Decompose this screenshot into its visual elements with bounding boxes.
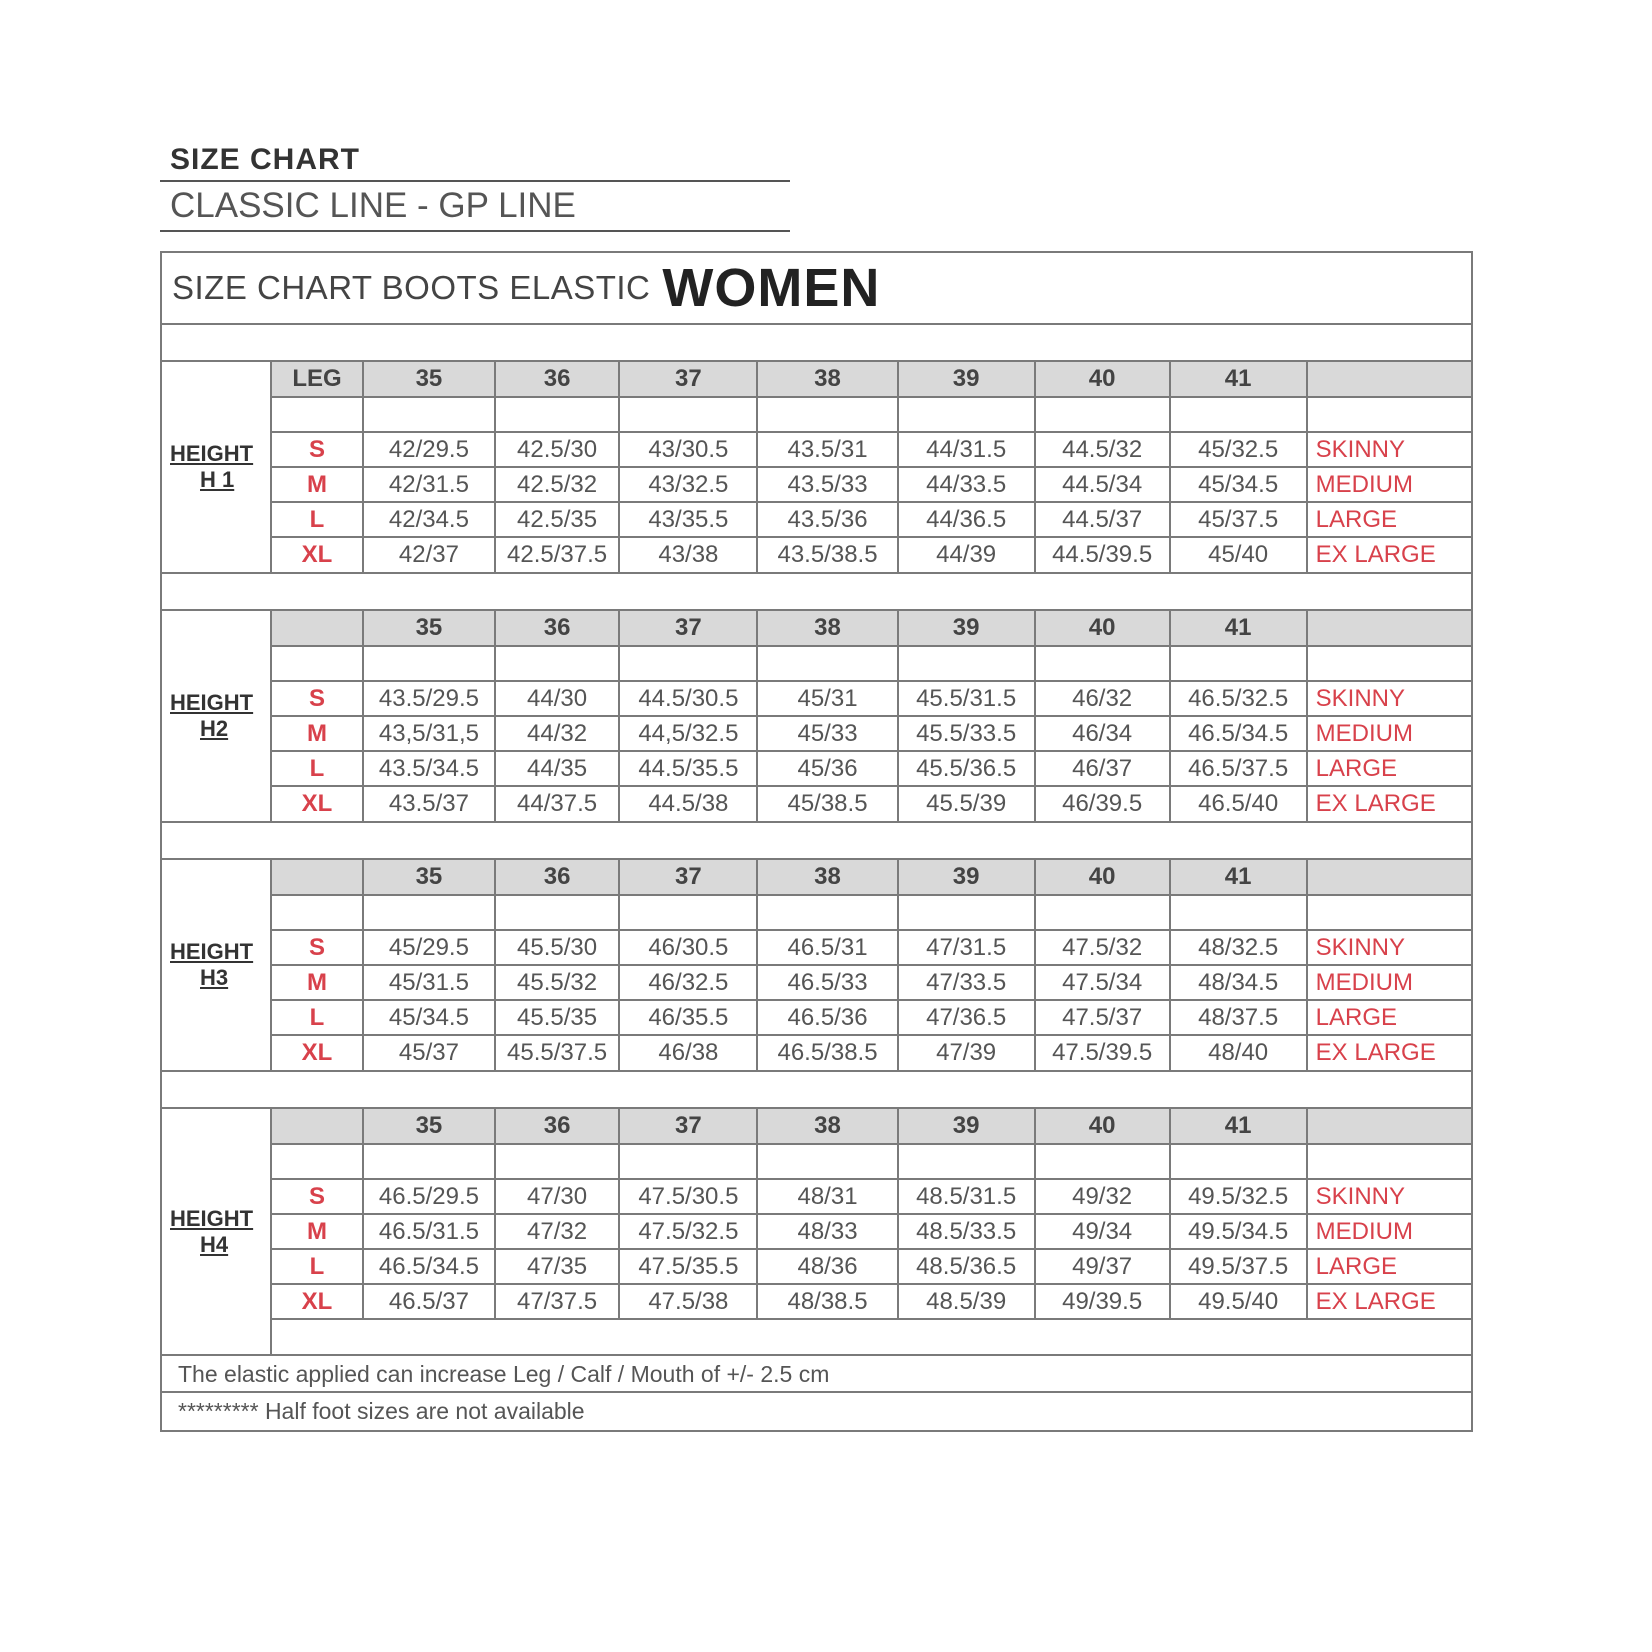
- table-row: [272, 432, 1471, 467]
- leg-description: MEDIUM: [1307, 965, 1471, 1000]
- table-row: [272, 786, 1471, 821]
- height-section-4: [162, 1109, 1471, 1356]
- blank-cell: [272, 895, 363, 930]
- height-label-text: HEIGHT: [170, 441, 254, 466]
- size-value-cell: 45.5/39: [898, 786, 1035, 821]
- size-column-header: 39: [898, 611, 1035, 646]
- size-column-header: 35: [363, 1109, 495, 1144]
- size-value-cell: 43,5/31,5: [363, 716, 495, 751]
- leg-size-code: S: [272, 432, 363, 467]
- page-title: SIZE CHART: [160, 140, 790, 182]
- size-value-cell: 48/37.5: [1170, 1000, 1307, 1035]
- blank-cell: [1035, 397, 1170, 432]
- size-value-cell: 45/34.5: [363, 1000, 495, 1035]
- height-label: [162, 860, 272, 1070]
- blank-cell: [272, 397, 363, 432]
- leg-header: [272, 860, 363, 895]
- size-value-cell: 48.5/33.5: [898, 1214, 1035, 1249]
- size-value-cell: 44/33.5: [898, 467, 1035, 502]
- leg-size-code: M: [272, 716, 363, 751]
- size-value-cell: 46.5/36: [757, 1000, 897, 1035]
- table-row: [272, 1284, 1471, 1319]
- size-value-cell: 43.5/37: [363, 786, 495, 821]
- size-column-header: 41: [1170, 362, 1307, 397]
- size-column-header: 38: [757, 860, 897, 895]
- height-label-text: HEIGHT: [170, 1205, 254, 1231]
- size-value-cell: 45/32.5: [1170, 432, 1307, 467]
- size-value-cell: 46.5/34.5: [363, 1249, 495, 1284]
- size-value-cell: 46.5/31: [757, 930, 897, 965]
- size-value-cell: 46.5/33: [757, 965, 897, 1000]
- blank-cell: [757, 1144, 897, 1179]
- size-column-header: 35: [363, 611, 495, 646]
- size-value-cell: 47/35: [495, 1249, 620, 1284]
- size-value-cell: 47/33.5: [898, 965, 1035, 1000]
- size-value-cell: 47/31.5: [898, 930, 1035, 965]
- size-value-cell: 43/38: [619, 537, 757, 572]
- leg-size-code: L: [272, 502, 363, 537]
- size-column-header: 35: [363, 362, 495, 397]
- size-column-header: 41: [1170, 860, 1307, 895]
- size-value-cell: 44/32: [495, 716, 620, 751]
- blank-cell: [898, 1144, 1035, 1179]
- size-value-cell: 48/33: [757, 1214, 897, 1249]
- blank-cell: [757, 397, 897, 432]
- size-value-cell: 44.5/37: [1035, 502, 1170, 537]
- blank-cell: [757, 646, 897, 681]
- size-column-header: 38: [757, 1109, 897, 1144]
- leg-description: EX LARGE: [1315, 1039, 1436, 1066]
- size-value-cell: 43/35.5: [619, 502, 757, 537]
- section-spacer: [162, 1072, 1471, 1109]
- size-column-header: 41: [1170, 1109, 1307, 1144]
- blank-cell: [495, 895, 620, 930]
- leg-header: [272, 611, 363, 646]
- size-value-cell: 49.5/40: [1170, 1284, 1307, 1319]
- size-column-header: 39: [898, 860, 1035, 895]
- leg-size-code: S: [272, 681, 363, 716]
- size-value-cell: 46/32.5: [619, 965, 757, 1000]
- leg-size-code: XL: [272, 1284, 363, 1319]
- size-value-cell: 43.5/31: [757, 432, 897, 467]
- size-column-header: 38: [757, 611, 897, 646]
- size-column-header: 40: [1035, 1109, 1170, 1144]
- size-value-cell: 43/32.5: [619, 467, 757, 502]
- desc-header: [1307, 860, 1471, 895]
- size-column-header: 40: [1035, 611, 1170, 646]
- size-column-header: 36: [495, 1109, 620, 1144]
- leg-size-code: M: [272, 965, 363, 1000]
- blank-cell: [619, 895, 757, 930]
- desc-header: [1307, 362, 1471, 397]
- size-value-cell: 43/30.5: [619, 432, 757, 467]
- table-row: [272, 681, 1471, 716]
- size-value-cell: 47/32: [495, 1214, 620, 1249]
- size-value-cell: 44,5/32.5: [619, 716, 757, 751]
- column-header-row: [272, 362, 1471, 397]
- blank-cell: [272, 1144, 363, 1179]
- leg-size-code: XL: [272, 537, 363, 572]
- blank-row: [272, 646, 1471, 681]
- size-grid: [272, 362, 1471, 572]
- size-value-cell: 48/38.5: [757, 1284, 897, 1319]
- blank-row: [272, 1319, 1471, 1354]
- size-value-cell: 44/37.5: [495, 786, 620, 821]
- size-value-cell: 44/35: [495, 751, 620, 786]
- blank-cell: [272, 1319, 1471, 1354]
- size-value-cell: 45.5/32: [495, 965, 620, 1000]
- table-row: [272, 537, 1471, 572]
- size-value-cell: 43.5/38.5: [757, 537, 897, 572]
- size-value-cell: 48.5/31.5: [898, 1179, 1035, 1214]
- size-value-cell: 45.5/30: [495, 930, 620, 965]
- size-column-header: 37: [619, 611, 757, 646]
- blank-cell: [1307, 1144, 1471, 1179]
- table-row: [272, 930, 1471, 965]
- size-column-header: 40: [1035, 860, 1170, 895]
- size-value-cell: 44.5/39.5: [1035, 537, 1170, 572]
- size-column-header: 37: [619, 362, 757, 397]
- size-grid: [272, 1109, 1471, 1354]
- leg-description: LARGE: [1307, 1249, 1471, 1284]
- size-value-cell: 45/31: [757, 681, 897, 716]
- section-spacer: [162, 823, 1471, 860]
- blank-row: [272, 1144, 1471, 1179]
- blank-cell: [898, 397, 1035, 432]
- size-value-cell: 46.5/37.5: [1170, 751, 1307, 786]
- size-value-cell: 45/29.5: [363, 930, 495, 965]
- size-value-cell: 42.5/30: [495, 432, 620, 467]
- leg-description: SKINNY: [1307, 930, 1471, 965]
- size-value-cell: 49/32: [1035, 1179, 1170, 1214]
- size-value-cell: 42/31.5: [363, 467, 495, 502]
- height-label: [162, 362, 272, 572]
- leg-description: EX LARGE: [1315, 541, 1436, 568]
- leg-size-code: L: [272, 1000, 363, 1035]
- blank-cell: [1035, 895, 1170, 930]
- blank-cell: [363, 1144, 495, 1179]
- height-label: [162, 611, 272, 821]
- blank-cell: [363, 646, 495, 681]
- leg-description: LARGE: [1307, 502, 1471, 537]
- size-value-cell: 48.5/36.5: [898, 1249, 1035, 1284]
- size-grid: [272, 860, 1471, 1070]
- height-label-sub: H4: [200, 1231, 229, 1257]
- size-value-cell: 49.5/32.5: [1170, 1179, 1307, 1214]
- size-value-cell: 46.5/37: [363, 1284, 495, 1319]
- size-value-cell: 42.5/37.5: [495, 537, 620, 572]
- page-header: [160, 140, 790, 232]
- blank-cell: [898, 646, 1035, 681]
- blank-cell: [495, 646, 620, 681]
- chart-title-row: [162, 253, 1471, 325]
- desc-header: [1307, 1109, 1471, 1144]
- height-label-sub: H3: [200, 965, 229, 990]
- blank-cell: [619, 397, 757, 432]
- blank-cell: [1170, 895, 1307, 930]
- leg-size-code: S: [272, 1179, 363, 1214]
- section-spacer: [162, 325, 1471, 362]
- leg-description: SKINNY: [1307, 1179, 1471, 1214]
- blank-cell: [619, 1144, 757, 1179]
- size-value-cell: 42/37: [363, 537, 495, 572]
- size-value-cell: 48.5/39: [898, 1284, 1035, 1319]
- size-value-cell: 48/40: [1170, 1035, 1307, 1070]
- size-grid: [272, 611, 1471, 821]
- leg-size-code: XL: [272, 1035, 363, 1070]
- size-value-cell: 44.5/38: [619, 786, 757, 821]
- size-chart-table: [160, 251, 1473, 1432]
- table-row: [272, 965, 1471, 1000]
- size-value-cell: 45/36: [757, 751, 897, 786]
- leg-description: MEDIUM: [1307, 716, 1471, 751]
- leg-description: SKINNY: [1307, 681, 1471, 716]
- table-row: [272, 1214, 1471, 1249]
- height-label-sub: H2: [200, 716, 229, 741]
- size-value-cell: 44.5/35.5: [619, 751, 757, 786]
- height-label-sub: H 1: [200, 467, 235, 492]
- size-value-cell: 49/37: [1035, 1249, 1170, 1284]
- leg-size-code: L: [272, 1249, 363, 1284]
- note-elastic: The elastic applied can increase Leg / Calf / Mouth of +/- 2.5 cm: [162, 1356, 1471, 1393]
- size-value-cell: 46/37: [1035, 751, 1170, 786]
- size-value-cell: 45/37.5: [1170, 502, 1307, 537]
- table-row: [272, 751, 1471, 786]
- size-value-cell: 45/33: [757, 716, 897, 751]
- size-value-cell: 42.5/35: [495, 502, 620, 537]
- size-value-cell: 44/39: [898, 537, 1035, 572]
- leg-size-code: L: [272, 751, 363, 786]
- blank-cell: [1307, 895, 1471, 930]
- table-row: [272, 1000, 1471, 1035]
- leg-description: MEDIUM: [1307, 467, 1471, 502]
- size-value-cell: 47/39: [898, 1035, 1035, 1070]
- size-column-header: 36: [495, 611, 620, 646]
- size-value-cell: 46/32: [1035, 681, 1170, 716]
- chart-title-main: WOMEN: [662, 258, 881, 318]
- leg-description: SKINNY: [1307, 432, 1471, 467]
- size-value-cell: 45.5/31.5: [898, 681, 1035, 716]
- size-value-cell: 46/30.5: [619, 930, 757, 965]
- size-column-header: 40: [1035, 362, 1170, 397]
- column-header-row: [272, 860, 1471, 895]
- size-column-header: 39: [898, 1109, 1035, 1144]
- size-value-cell: 47/37.5: [495, 1284, 620, 1319]
- size-value-cell: 49.5/37.5: [1170, 1249, 1307, 1284]
- table-row: [272, 716, 1471, 751]
- height-section-2: [162, 611, 1471, 823]
- size-value-cell: 43.5/34.5: [363, 751, 495, 786]
- size-value-cell: 47.5/39.5: [1035, 1035, 1170, 1070]
- chart-title-prefix: SIZE CHART BOOTS ELASTIC: [172, 269, 651, 306]
- size-value-cell: 49/34: [1035, 1214, 1170, 1249]
- size-value-cell: 45.5/36.5: [898, 751, 1035, 786]
- leg-description: LARGE: [1307, 1000, 1471, 1035]
- size-column-header: 36: [495, 362, 620, 397]
- leg-description: EX LARGE: [1315, 790, 1436, 817]
- leg-description: MEDIUM: [1307, 1214, 1471, 1249]
- size-value-cell: 46.5/29.5: [363, 1179, 495, 1214]
- size-value-cell: 47/30: [495, 1179, 620, 1214]
- size-value-cell: 47.5/35.5: [619, 1249, 757, 1284]
- size-column-header: 37: [619, 1109, 757, 1144]
- size-value-cell: 45.5/33.5: [898, 716, 1035, 751]
- size-value-cell: 46.5/40: [1170, 786, 1307, 821]
- blank-cell: [495, 1144, 620, 1179]
- size-value-cell: 45/38.5: [757, 786, 897, 821]
- size-value-cell: 44.5/32: [1035, 432, 1170, 467]
- size-column-header: 35: [363, 860, 495, 895]
- size-value-cell: 42/29.5: [363, 432, 495, 467]
- size-column-header: 39: [898, 362, 1035, 397]
- size-value-cell: 44/36.5: [898, 502, 1035, 537]
- size-value-cell: 42/34.5: [363, 502, 495, 537]
- size-value-cell: 46/38: [619, 1035, 757, 1070]
- size-value-cell: 45/34.5: [1170, 467, 1307, 502]
- size-value-cell: 46.5/38.5: [757, 1035, 897, 1070]
- size-value-cell: 46.5/31.5: [363, 1214, 495, 1249]
- size-value-cell: 44/31.5: [898, 432, 1035, 467]
- size-value-cell: 46.5/34.5: [1170, 716, 1307, 751]
- size-value-cell: 46/35.5: [619, 1000, 757, 1035]
- size-column-header: 41: [1170, 611, 1307, 646]
- blank-cell: [1307, 646, 1471, 681]
- leg-size-code: XL: [272, 786, 363, 821]
- page-subtitle: CLASSIC LINE - GP LINE: [160, 182, 790, 232]
- note-half-sizes: ********* Half foot sizes are not available: [178, 1398, 585, 1424]
- height-label-text: HEIGHT: [170, 690, 254, 715]
- size-value-cell: 49.5/34.5: [1170, 1214, 1307, 1249]
- blank-cell: [1307, 397, 1471, 432]
- size-value-cell: 45/31.5: [363, 965, 495, 1000]
- blank-cell: [619, 646, 757, 681]
- table-row: [272, 1249, 1471, 1284]
- blank-row: [272, 397, 1471, 432]
- size-column-header: 36: [495, 860, 620, 895]
- size-value-cell: 46.5/32.5: [1170, 681, 1307, 716]
- size-value-cell: 44/30: [495, 681, 620, 716]
- blank-cell: [363, 397, 495, 432]
- size-value-cell: 43.5/29.5: [363, 681, 495, 716]
- section-spacer: [162, 574, 1471, 611]
- table-row: [272, 467, 1471, 502]
- sections-container: [162, 325, 1471, 1356]
- size-value-cell: 48/32.5: [1170, 930, 1307, 965]
- size-value-cell: 47.5/37: [1035, 1000, 1170, 1035]
- column-header-row: [272, 611, 1471, 646]
- leg-header: [272, 1109, 363, 1144]
- height-section-1: [162, 362, 1471, 574]
- size-value-cell: 47.5/32.5: [619, 1214, 757, 1249]
- table-row: [272, 1179, 1471, 1214]
- size-value-cell: 43.5/33: [757, 467, 897, 502]
- leg-description: EX LARGE: [1307, 1284, 1471, 1319]
- blank-cell: [1170, 1144, 1307, 1179]
- leg-size-code: S: [272, 930, 363, 965]
- size-column-header: 37: [619, 860, 757, 895]
- column-header-row: [272, 1109, 1471, 1144]
- size-value-cell: 46/39.5: [1035, 786, 1170, 821]
- size-value-cell: 47.5/30.5: [619, 1179, 757, 1214]
- table-row: [272, 1035, 1471, 1070]
- size-value-cell: 45.5/35: [495, 1000, 620, 1035]
- leg-header: LEG: [272, 362, 363, 397]
- blank-cell: [898, 895, 1035, 930]
- size-value-cell: 45.5/37.5: [495, 1035, 620, 1070]
- leg-description: LARGE: [1307, 751, 1471, 786]
- table-row: [272, 502, 1471, 537]
- blank-cell: [1170, 646, 1307, 681]
- size-column-header: 38: [757, 362, 897, 397]
- size-value-cell: 46/34: [1035, 716, 1170, 751]
- blank-cell: [757, 895, 897, 930]
- leg-size-code: M: [272, 467, 363, 502]
- size-value-cell: 47.5/38: [619, 1284, 757, 1319]
- desc-header: [1307, 611, 1471, 646]
- size-value-cell: 48/36: [757, 1249, 897, 1284]
- blank-cell: [1170, 397, 1307, 432]
- blank-cell: [495, 397, 620, 432]
- leg-size-code: M: [272, 1214, 363, 1249]
- height-section-3: [162, 860, 1471, 1072]
- blank-cell: [272, 646, 363, 681]
- size-value-cell: 48/34.5: [1170, 965, 1307, 1000]
- size-value-cell: 42.5/32: [495, 467, 620, 502]
- size-value-cell: 45/37: [363, 1035, 495, 1070]
- size-value-cell: 47.5/34: [1035, 965, 1170, 1000]
- size-value-cell: 48/31: [757, 1179, 897, 1214]
- blank-cell: [1035, 646, 1170, 681]
- height-label: [162, 1109, 272, 1354]
- size-value-cell: 47.5/32: [1035, 930, 1170, 965]
- size-value-cell: 49/39.5: [1035, 1284, 1170, 1319]
- blank-cell: [363, 895, 495, 930]
- size-value-cell: 44.5/34: [1035, 467, 1170, 502]
- size-value-cell: 47/36.5: [898, 1000, 1035, 1035]
- size-value-cell: 44.5/30.5: [619, 681, 757, 716]
- blank-cell: [1035, 1144, 1170, 1179]
- size-value-cell: 43.5/36: [757, 502, 897, 537]
- blank-row: [272, 895, 1471, 930]
- size-value-cell: 45/40: [1170, 537, 1307, 572]
- height-label-text: HEIGHT: [170, 939, 254, 964]
